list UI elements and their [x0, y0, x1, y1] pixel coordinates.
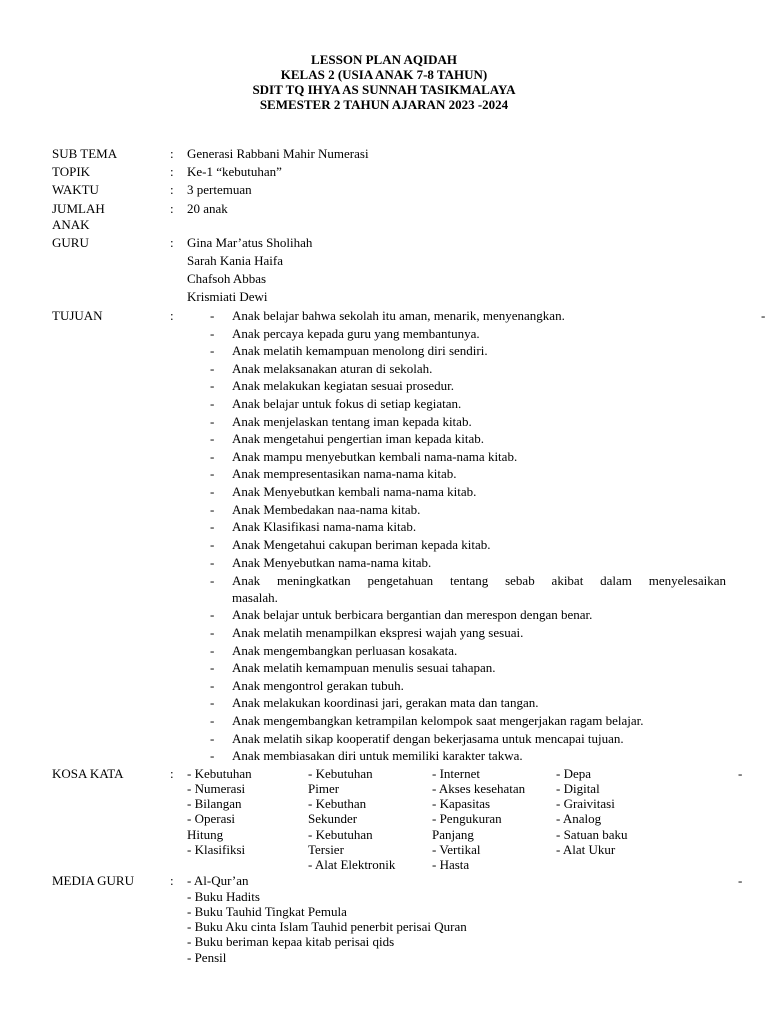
tujuan-item: Anak melatih kemampuan menulis sesuai tahapan. — [232, 660, 496, 675]
tujuan-item: Anak belajar bahwa sekolah itu aman, menarik, menyenangkan. — [232, 308, 565, 323]
colon: : — [170, 235, 174, 250]
bullet-dash: - — [210, 449, 215, 464]
vocab-item: Hitung — [187, 827, 224, 842]
tujuan-item: Anak mengembangkan perluasan kosakata. — [232, 643, 458, 658]
tujuan-item: Anak percaya kepada guru yang membantunya. — [232, 326, 480, 341]
bullet-dash: - — [210, 396, 215, 411]
bullet-dash: - — [210, 607, 215, 622]
vocab-item: - Operasi — [187, 811, 236, 826]
vocab-item: - Alat Elektronik — [308, 857, 396, 872]
tujuan-item: Anak Menyebutkan nama-nama kitab. — [232, 555, 432, 570]
label-media-guru: MEDIA GURU — [52, 873, 134, 888]
vocab-item: - Kebuthan — [308, 796, 367, 811]
label-jumlah: JUMLAH — [52, 201, 105, 216]
colon: : — [170, 146, 174, 161]
doc-title: LESSON PLAN AQIDAH — [311, 52, 457, 67]
vocab-item: - Kapasitas — [432, 796, 491, 811]
tujuan-item: Anak mempresentasikan nama-nama kitab. — [232, 466, 457, 481]
vocab-item: - Depa — [556, 766, 592, 781]
vocab-item: - Pengukuran — [432, 811, 502, 826]
guru-name: Krismiati Dewi — [187, 289, 268, 304]
bullet-dash: - — [210, 748, 215, 763]
media-item: - Al-Qur’an — [187, 873, 249, 888]
bullet-dash: - — [210, 731, 215, 746]
tujuan-item: Anak Menyebutkan kembali nama-nama kitab. — [232, 484, 477, 499]
tujuan-item: Anak menjelaskan tentang iman kepada kitab. — [232, 414, 472, 429]
tujuan-item: Anak melaksanakan aturan di sekolah. — [232, 361, 433, 376]
vocab-item: Panjang — [432, 827, 474, 842]
bullet-dash: - — [210, 537, 215, 552]
bullet-dash: - — [210, 308, 215, 323]
vocab-item: - Bilangan — [187, 796, 242, 811]
margin-dash: - — [738, 766, 743, 781]
margin-dash: - — [761, 308, 766, 323]
bullet-dash: - — [210, 678, 215, 693]
bullet-dash: - — [210, 555, 215, 570]
label-waktu: WAKTU — [52, 182, 99, 197]
tujuan-item: Anak Membedakan naa-nama kitab. — [232, 502, 421, 517]
bullet-dash: - — [210, 378, 215, 393]
guru-name: Gina Mar’atus Sholihah — [187, 235, 313, 250]
tujuan-item: Anak membiasakan diri untuk memiliki karakter takwa. — [232, 748, 523, 763]
tujuan-item: Anak meningkatkan pengetahuan tentang sebab akibat dalam menyelesaikan — [232, 573, 726, 588]
media-item: - Buku Aku cinta Islam Tauhid penerbit perisai Quran — [187, 919, 467, 934]
doc-semester: SEMESTER 2 TAHUN AJARAN 2023 -2024 — [259, 97, 509, 112]
tujuan-item: Anak Klasifikasi nama-nama kitab. — [232, 519, 417, 534]
bullet-dash: - — [210, 713, 215, 728]
colon: : — [170, 873, 174, 888]
vocab-item: - Kebutuhan — [308, 827, 373, 842]
tujuan-item: Anak melakukan koordinasi jari, gerakan mata dan tangan. — [232, 695, 539, 710]
bullet-dash: - — [210, 695, 215, 710]
value-subtema: Generasi Rabbani Mahir Numerasi — [187, 146, 369, 161]
colon: : — [170, 201, 174, 216]
media-item: - Buku Tauhid Tingkat Pemula — [187, 904, 347, 919]
bullet-dash: - — [210, 414, 215, 429]
label-kosakata: KOSA KATA — [52, 766, 124, 781]
vocab-item: - Satuan baku — [556, 827, 628, 842]
bullet-dash: - — [210, 326, 215, 341]
bullet-dash: - — [210, 343, 215, 358]
tujuan-item: Anak mampu menyebutkan kembali nama-nama kitab. — [232, 449, 518, 464]
bullet-dash: - — [210, 625, 215, 640]
guru-name: Chafsoh Abbas — [187, 271, 267, 286]
label-topik: TOPIK — [52, 164, 91, 179]
value-topik: Ke-1 “kebutuhan” — [187, 164, 282, 179]
vocab-item: - Klasifiksi — [187, 842, 246, 857]
tujuan-item: Anak mengontrol gerakan tubuh. — [232, 678, 404, 693]
tujuan-item: Anak melatih sikap kooperatif dengan bekerjasama untuk mencapai tujuan. — [232, 731, 624, 746]
doc-class: KELAS 2 (USIA ANAK 7-8 TAHUN) — [280, 67, 488, 82]
media-item: - Buku Hadits — [187, 889, 260, 904]
vocab-item: - Kebutuhan — [187, 766, 252, 781]
vocab-item: Tersier — [308, 842, 344, 857]
bullet-dash: - — [210, 660, 215, 675]
tujuan-item: Anak melakukan kegiatan sesuai prosedur. — [232, 378, 455, 393]
margin-dash: - — [738, 873, 743, 888]
bullet-dash: - — [210, 502, 215, 517]
bullet-dash: - — [210, 361, 215, 376]
label-guru: GURU — [52, 235, 89, 250]
doc-school: SDIT TQ IHYA AS SUNNAH TASIKMALAYA — [252, 82, 516, 97]
bullet-dash: - — [210, 573, 215, 588]
vocab-item: - Numerasi — [187, 781, 246, 796]
value-jumlah: 20 anak — [187, 201, 228, 216]
bullet-dash: - — [210, 484, 215, 499]
bullet-dash: - — [210, 519, 215, 534]
label-subtema: SUB TEMA — [52, 146, 118, 161]
label-tujuan: TUJUAN — [52, 308, 103, 323]
value-waktu: 3 pertemuan — [187, 182, 252, 197]
vocab-item: Pimer — [308, 781, 340, 796]
bullet-dash: - — [210, 466, 215, 481]
tujuan-item: Anak belajar untuk fokus di setiap kegiatan. — [232, 396, 462, 411]
media-item: - Buku beriman kepaa kitab perisai qids — [187, 934, 395, 949]
tujuan-item: Anak melatih kemampuan menolong diri sendiri. — [232, 343, 488, 358]
guru-name: Sarah Kania Haifa — [187, 253, 284, 268]
colon: : — [170, 766, 174, 781]
vocab-item: - Hasta — [432, 857, 470, 872]
colon: : — [170, 308, 174, 323]
tujuan-item-continued: masalah. — [232, 590, 278, 605]
tujuan-item: Anak mengetahui pengertian iman kepada kitab. — [232, 431, 484, 446]
tujuan-item: Anak mengembangkan ketrampilan kelompok saat mengerjakan ragam belajar. — [232, 713, 644, 728]
vocab-item: - Analog — [556, 811, 602, 826]
vocab-item: - Digital — [556, 781, 600, 796]
vocab-item: - Alat Ukur — [556, 842, 616, 857]
vocab-item: - Kebutuhan — [308, 766, 373, 781]
tujuan-item: Anak melatih menampilkan ekspresi wajah yang sesuai. — [232, 625, 524, 640]
vocab-item: - Vertikal — [432, 842, 481, 857]
vocab-item: - Internet — [432, 766, 481, 781]
colon: : — [170, 164, 174, 179]
vocab-item: - Graivitasi — [556, 796, 615, 811]
colon: : — [170, 182, 174, 197]
label-anak: ANAK — [52, 217, 90, 232]
bullet-dash: - — [210, 431, 215, 446]
tujuan-item: Anak Mengetahui cakupan beriman kepada kitab. — [232, 537, 491, 552]
vocab-item: - Akses kesehatan — [432, 781, 526, 796]
tujuan-item: Anak belajar untuk berbicara bergantian dan merespon dengan benar. — [232, 607, 593, 622]
bullet-dash: - — [210, 643, 215, 658]
vocab-item: Sekunder — [308, 811, 358, 826]
media-item: - Pensil — [187, 950, 227, 965]
